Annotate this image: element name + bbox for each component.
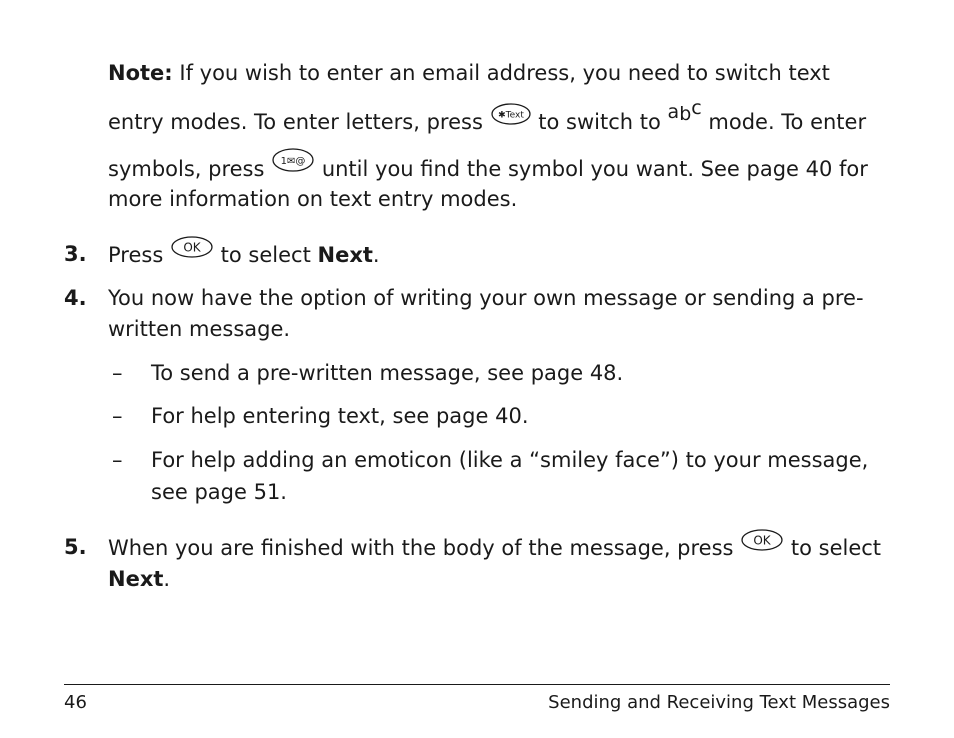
note-text-2c: mode. To enter [708,110,867,134]
note-line-4 [108,183,517,215]
ok-key-label: OK [183,240,201,255]
step-3-bold: Next [317,243,373,267]
bullet-1-dash: – [112,361,123,385]
note-text-4: more information on text entry modes. [108,187,518,211]
abc-mode-icon: abc [667,97,702,125]
bullet-2-dash: – [112,404,123,428]
bullet-2-text: For help entering text, see page 40. [151,404,529,428]
text-key-icon [490,102,532,126]
step-3-post: . [372,243,380,267]
message-key-icon [271,147,315,173]
step-3-line [108,238,380,271]
step-5-line-2 [108,563,170,595]
step-3-mid: to select [220,243,311,267]
step-4-line-2: written message. [108,317,291,341]
step-5-line-1 [108,531,881,564]
step-4-number: 4. [64,286,87,310]
note-text-3b: until you find the symbol you want. See page 40 for [321,157,868,181]
step-5-pre: When you are finished with the body of the message, press [108,536,734,560]
ok-key-label: OK [753,533,771,548]
note-text-2b: to switch to [538,110,661,134]
note-text-2a: entry modes. To enter letters, press [108,110,483,134]
note-label: Note: [108,61,173,85]
ok-key-icon [170,235,214,259]
note-text-3a: symbols, press [108,157,265,181]
section-title: Sending and Receiving Text Messages [548,692,890,713]
note-line-1 [108,57,830,89]
step-4-line-1: You now have the option of writing your own message or sending a pre- [108,286,864,310]
bullet-1-text: To send a pre-written message, see page 48. [151,361,624,385]
step-5-bold: Next [108,567,164,591]
note-line-2 [108,97,867,139]
note-line-3 [108,150,868,185]
footer-divider [64,684,890,685]
bullet-3-line-1: For help adding an emoticon (like a “smiley face”) to your message, [151,448,869,472]
bullet-3-dash: – [112,448,123,472]
step-3-pre: Press [108,243,164,267]
note-text-1: If you wish to enter an email address, you need to switch text [179,61,830,85]
ok-key-icon [740,528,784,552]
step-5-number: 5. [64,535,87,559]
step-5-post: . [163,567,171,591]
step-3-number: 3. [64,242,87,266]
text-key-label: ✱Text [497,110,524,121]
bullet-3-line-2: see page 51. [151,480,287,504]
page-number: 46 [64,692,87,713]
step-5-mid: to select [790,536,882,560]
message-key-label: 1✉@ [280,156,306,167]
